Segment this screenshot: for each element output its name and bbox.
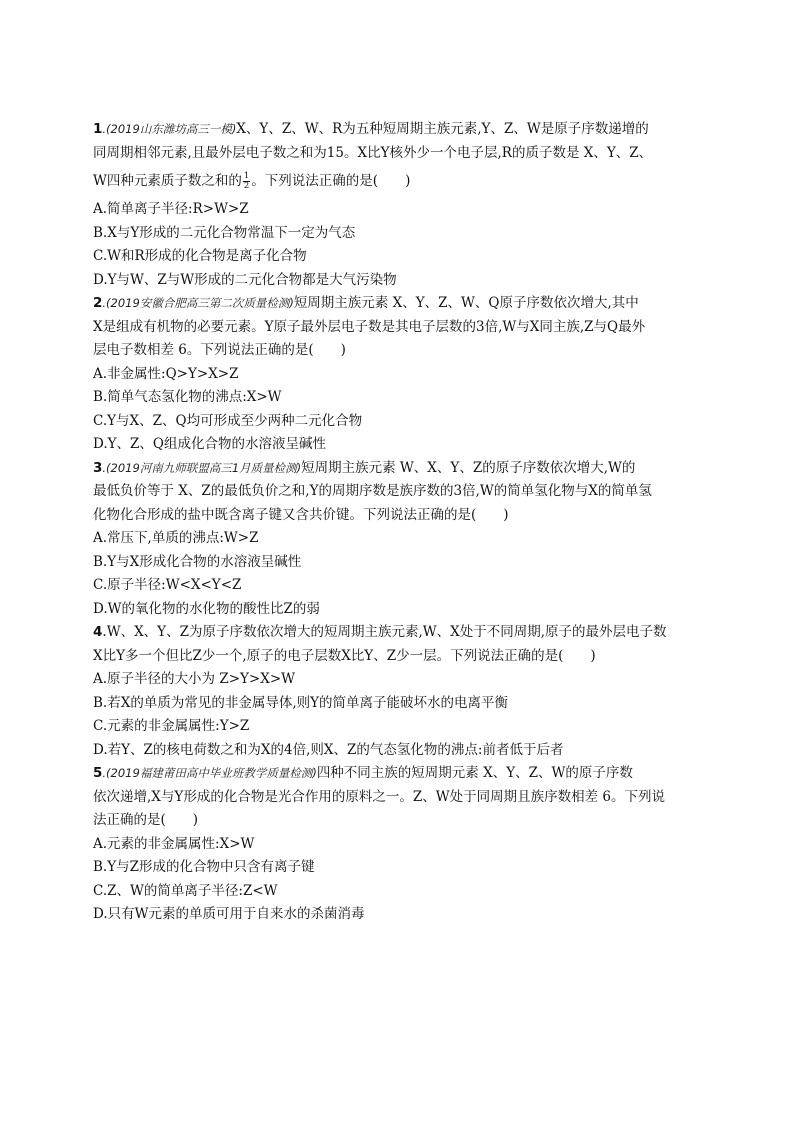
question-stem-line: 2.(2019安徽合肥高三第二次质量检测)短周期主族元素 X、Y、Z、W、Q原子序数依次增大,其中 (93, 295, 639, 311)
question-stem-line: 3.(2019河南九师联盟高三1月质量检测)短周期主族元素 W、X、Y、Z的原子序数依次增大,W的 (93, 459, 636, 476)
question-stem-line: X比Y多一个但比Z少一个,原子的电子层数X比Y、Z少一层。下列说法正确的是( ) (93, 647, 596, 664)
question-stem-line: W四种元素质子数之和的 $\frac{1}{2}$ 。下列说法正确的是( ) (93, 171, 411, 191)
question-stem-line: X是组成有机物的必要元素。Y原子最外层电子数是其电子层数的3倍,W与X同主族,Z与Q最外 (93, 318, 646, 335)
option-d[interactable]: D.若Y、Z的核电荷数之和为X的4倍,则X、Z的气态氢化物的沸点:前者低于后者 (93, 741, 564, 758)
option-a[interactable]: A.简单离子半径:R>W>Z (93, 201, 249, 217)
question-source: .(2019福建莆田高中毕业班教学质量检测) (102, 766, 317, 780)
question-number: 4 (93, 624, 103, 640)
option-d[interactable]: D.Y、Z、Q组成化合物的水溶液呈碱性 (93, 436, 326, 452)
option-a[interactable]: A.常压下,单质的沸点:W>Z (93, 530, 259, 546)
option-a[interactable]: A.元素的非金属属性:X>W (93, 835, 255, 852)
option-c[interactable]: C.Z、W的简单离子半径:Z<W (93, 882, 278, 899)
question-4 (93, 621, 705, 762)
option-d[interactable]: D.W的氧化物的水化物的酸性比Z的弱 (93, 600, 320, 617)
question-stem-line: 层电子数相差 6。下列说法正确的是( ) (93, 342, 346, 358)
option-b[interactable]: B.简单气态氢化物的沸点:X>W (93, 389, 282, 405)
question-stem-line: 5.(2019福建莆田高中毕业班教学质量检测)四种不同主族的短周期元素 X、Y、Z、W的原子序数 (93, 765, 633, 781)
question-number: 3 (93, 459, 103, 476)
question-number: 2 (93, 295, 103, 311)
question-stem-line: 1.(2019山东潍坊高三一模)X、Y、Z、W、R为五种短周期主族元素,Y、Z、W是原子序数递增的 (93, 121, 649, 137)
option-b[interactable]: B.Y与Z形成的化合物中只含有离子键 (93, 859, 315, 875)
question-source: .(2019安徽合肥高三第二次质量检测) (102, 296, 294, 310)
fraction-one-half: $\frac{1}{2}$ (243, 171, 250, 191)
option-b[interactable]: B.Y与X形成化合物的水溶液呈碱性 (93, 553, 302, 570)
option-c[interactable]: C.Y与X、Z、Q均可形成至少两种二元化合物 (93, 412, 363, 429)
question-number: 5 (93, 765, 103, 781)
option-a[interactable]: A.原子半径的大小为 Z>Y>X>W (93, 671, 296, 687)
question-source: .(2019河南九师联盟高三1月质量检测) (102, 460, 302, 475)
question-3 (93, 457, 705, 622)
question-number: 1 (93, 121, 103, 137)
question-5 (93, 762, 705, 927)
question-stem-line: 法正确的是( ) (93, 812, 199, 828)
option-b[interactable]: B.X与Y形成的二元化合物常温下一定为气态 (93, 224, 356, 241)
option-d[interactable]: D.只有W元素的单质可用于自来水的杀菌消毒 (93, 906, 365, 922)
option-a[interactable]: A.非金属性:Q>Y>X>Z (93, 365, 239, 382)
option-d[interactable]: D.Y与W、Z与W形成的二元化合物都是大气污染物 (93, 271, 397, 288)
option-b[interactable]: B.若X的单质为常见的非金属导体,则Y的简单离子能破坏水的电离平衡 (93, 694, 509, 711)
question-2 (93, 292, 705, 457)
question-list (93, 118, 705, 927)
question-stem-line: 依次递增,X与Y形成的化合物是光合作用的原料之一。Z、W处于同周期且族序数相差 6。下列说 (93, 788, 665, 805)
question-stem-line: 同周期相邻元素,且最外层电子数之和为15。X比Y核外少一个电子层,R的质子数是 X、Y、Z、 (93, 144, 653, 161)
option-c[interactable]: C.W和R形成的化合物是离子化合物 (93, 248, 307, 264)
question-source: .(2019山东潍坊高三一模) (102, 122, 237, 136)
option-c[interactable]: C.原子半径:W<X<Y<Z (93, 577, 242, 593)
question-stem-line: 4.W、X、Y、Z为原子序数依次增大的短周期主族元素,W、X处于不同周期,原子的最外层电子数 (93, 624, 667, 640)
option-c[interactable]: C.元素的非金属属性:Y>Z (93, 718, 250, 734)
question-1 (93, 118, 705, 292)
question-stem-line: 化物化合形成的盐中既含离子键又含共价键。下列说法正确的是( ) (93, 506, 509, 523)
question-stem-line: 最低负价等于 X、Z的最低负价之和,Y的周期序数是族序数的3倍,W的简单氢化物与X的简单氢 (93, 483, 652, 499)
